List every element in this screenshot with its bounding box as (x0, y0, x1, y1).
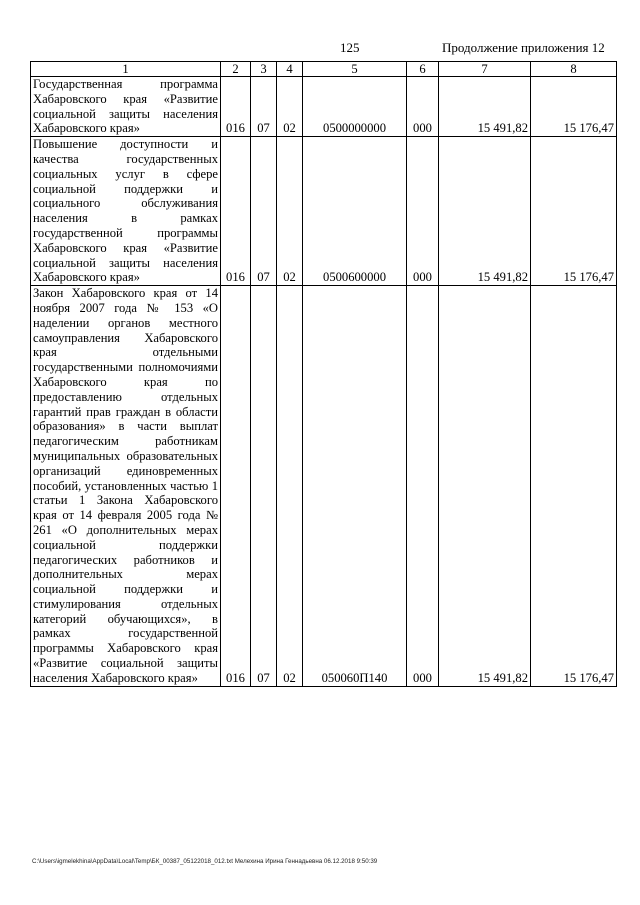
amount-1: 15 491,82 (439, 286, 531, 687)
row-name: Повышение доступности и качества государственных социальных услуг в сфере социальной поддержки и социального обслуживания населения в рамках государственной программы Хабаровского края «Развитие социальной защиты населения Хабаровского края» (31, 137, 221, 286)
row-name: Государственная программа Хабаровского края «Развитие социальной защиты населения Хабаровского края» (31, 77, 221, 137)
column-header: 2 (221, 62, 251, 77)
code-ministry: 016 (221, 137, 251, 286)
budget-table (30, 61, 617, 687)
code-expense-type: 000 (407, 77, 439, 137)
table-row (31, 137, 617, 286)
column-header: 4 (277, 62, 303, 77)
column-header: 3 (251, 62, 277, 77)
code-section: 07 (251, 286, 277, 687)
continuation-title: Продолжение приложения 12 (442, 40, 605, 55)
file-path-footer: C:\Users\igmelekhina\AppData\Local\Temp\БК_00387_05122018_012.txt Мелехина Ирина Геннадьевна 06.12.2018 9:50:39 (32, 858, 378, 865)
amount-2: 15 176,47 (531, 77, 617, 137)
code-ministry: 016 (221, 286, 251, 687)
code-expense-type: 000 (407, 137, 439, 286)
code-subsection: 02 (277, 137, 303, 286)
code-target: 0500600000 (303, 137, 407, 286)
code-subsection: 02 (277, 286, 303, 687)
column-header: 7 (439, 62, 531, 77)
column-header: 5 (303, 62, 407, 77)
amount-2: 15 176,47 (531, 137, 617, 286)
page-number: 125 (340, 40, 360, 55)
amount-1: 15 491,82 (439, 137, 531, 286)
column-header: 1 (31, 62, 221, 77)
column-header: 8 (531, 62, 617, 77)
code-section: 07 (251, 137, 277, 286)
code-target: 050060П140 (303, 286, 407, 687)
row-name: Закон Хабаровского края от 14 ноября 2007 года № 153 «О наделении органов местного самоуправления Хабаровского края отдельными государственными полномочиями Хабаровского края по предоставлению отдельных гарантий прав граждан в области образования» в части выплат педагогическим работникам муниципальных образовательных организаций единовременных пособий, установленных частью 1 статьи 1 Закона Хабаровского края от 14 февраля 2005 года № 261 «О дополнительных мерах социальной поддержки педагогических работников и дополнительных мерах социальной поддержки и стимулирования отдельных категорий обучающихся», в рамках государственной программы Хабаровского края «Развитие социальной защиты населения Хабаровского края» (31, 286, 221, 687)
header-row (31, 62, 617, 77)
code-target: 0500000000 (303, 77, 407, 137)
code-expense-type: 000 (407, 286, 439, 687)
table-row (31, 77, 617, 137)
table-row (31, 286, 617, 687)
amount-1: 15 491,82 (439, 77, 531, 137)
code-ministry: 016 (221, 77, 251, 137)
code-section: 07 (251, 77, 277, 137)
column-header: 6 (407, 62, 439, 77)
code-subsection: 02 (277, 77, 303, 137)
amount-2: 15 176,47 (531, 286, 617, 687)
